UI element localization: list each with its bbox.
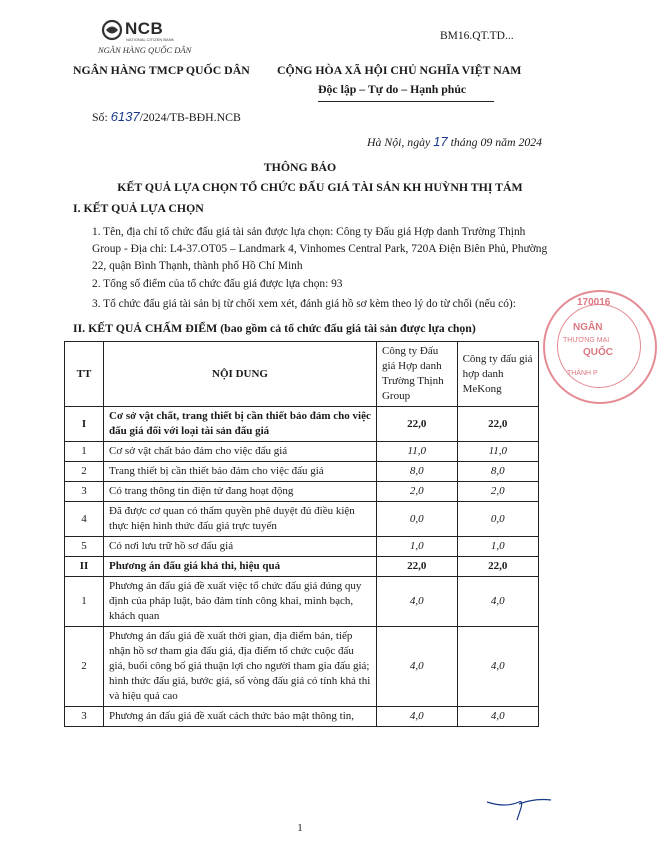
- row-content: Cơ sở vật chất, trang thiết bị cần thiết bảo đảm cho việc đấu giá đối với loại tài sản đấu giá: [104, 407, 377, 442]
- header-company-2: Công ty đấu giá hợp danh MeKong: [457, 342, 538, 407]
- nation-title: CỘNG HÒA XÃ HỘI CHỦ NGHĨA VIỆT NAM: [277, 63, 522, 77]
- row-content: Đã được cơ quan có thẩm quyền phê duyệt đủ điều kiện thực hiện hình thức đấu giá trực tuyến: [104, 502, 377, 537]
- row-score-company-1: 4,0: [376, 707, 457, 727]
- row-tt: 2: [65, 627, 104, 707]
- row-content: Trang thiết bị cần thiết bảo đảm cho việc đấu giá: [104, 462, 377, 482]
- row-tt: 5: [65, 537, 104, 557]
- row-tt: II: [65, 557, 104, 577]
- row-score-company-2: 8,0: [457, 462, 538, 482]
- row-score-company-2: 0,0: [457, 502, 538, 537]
- table-row: [65, 502, 539, 537]
- page-number: 1: [297, 822, 303, 834]
- row-score-company-1: 8,0: [376, 462, 457, 482]
- row-score-company-2: 4,0: [457, 707, 538, 727]
- table-group-row: [65, 407, 539, 442]
- stamp-line-2: THƯƠNG MẠI: [563, 337, 610, 344]
- row-score-company-2: 11,0: [457, 442, 538, 462]
- bank-name: NGÂN HÀNG TMCP QUỐC DÂN: [73, 63, 250, 77]
- row-score-company-1: 4,0: [376, 577, 457, 627]
- logo-brand: NCB: [125, 19, 164, 38]
- table-row: [65, 482, 539, 502]
- row-score-company-2: 1,0: [457, 537, 538, 557]
- date-prefix: Hà Nội, ngày: [367, 135, 431, 149]
- document-date: [367, 134, 542, 150]
- row-tt: 3: [65, 482, 104, 502]
- document-number: [92, 109, 241, 125]
- stamp-line-3: QUỐC: [583, 347, 613, 358]
- section-1-heading: I. KẾT QUẢ LỰA CHỌN: [73, 201, 204, 215]
- row-score-company-2: 4,0: [457, 577, 538, 627]
- row-score-company-2: 22,0: [457, 407, 538, 442]
- row-score-company-1: 11,0: [376, 442, 457, 462]
- section-1-item-2: 2. Tổng số điểm của tổ chức đấu giá được lựa chọn: 93: [92, 278, 343, 290]
- doc-subtitle: KẾT QUẢ LỰA CHỌN TỔ CHỨC ĐẤU GIÁ TÀI SẢN KH HUỲNH THỊ TÁM: [117, 180, 523, 194]
- date-suffix: tháng 09 năm 2024: [450, 135, 543, 149]
- number-handwritten: 6137: [110, 109, 140, 124]
- number-suffix: /2024/TB-BĐH.NCB: [139, 110, 241, 124]
- row-tt: 3: [65, 707, 104, 727]
- table-row: [65, 442, 539, 462]
- number-prefix: Số:: [92, 110, 111, 124]
- row-score-company-1: 4,0: [376, 627, 457, 707]
- form-code: BM16.QT.TD...: [440, 30, 514, 42]
- table-header-row: [65, 342, 539, 407]
- row-score-company-2: 4,0: [457, 627, 538, 707]
- doc-title: THÔNG BÁO: [263, 160, 337, 174]
- row-score-company-2: 22,0: [457, 557, 538, 577]
- row-score-company-1: 0,0: [376, 502, 457, 537]
- ncb-logo: [96, 18, 216, 58]
- row-content: Có trang thông tin điện tử đang hoạt động: [104, 482, 377, 502]
- date-day-handwritten: 17: [433, 134, 448, 149]
- red-stamp: [543, 290, 657, 404]
- row-content: Cơ sở vật chất bảo đảm cho việc đấu giá: [104, 442, 377, 462]
- row-score-company-2: 2,0: [457, 482, 538, 502]
- section-1-item-3: 3. Tổ chức đấu giá tài sản bị từ chối xem xét, đánh giá hồ sơ kèm theo lý do từ chối (nếu có):: [92, 298, 516, 310]
- row-content: Phương án đấu giá đề xuất việc tổ chức đấu giá đúng quy định của pháp luật, bảo đảm tính công khai, minh bạch, khách quan: [104, 577, 377, 627]
- row-tt: I: [65, 407, 104, 442]
- stamp-number: 170016: [577, 297, 611, 308]
- row-content: Phương án đấu giá khả thi, hiệu quả: [104, 557, 377, 577]
- table-row: [65, 577, 539, 627]
- header-content: NỘI DUNG: [104, 342, 377, 407]
- stamp-line-1: NGÂN: [573, 322, 603, 333]
- section-2-heading: II. KẾT QUẢ CHẤM ĐIỂM (bao gồm cả tổ chức đấu giá tài sản được lựa chọn): [73, 321, 476, 335]
- section-1-item-1: 1. Tên, địa chỉ tổ chức đấu giá tài sản được lựa chọn: Công ty Đấu giá Hợp danh Trường Thịnh Group - Địa chỉ: L4-37.OT05 – Landmark 4, Vinhomes Central Park, 720A Điện Biên Phủ, Phường 22, quận Bình Thạnh, thành phố Hồ Chí Minh: [92, 226, 548, 272]
- motto: Độc lập – Tự do – Hạnh phúc: [318, 82, 467, 96]
- row-tt: 4: [65, 502, 104, 537]
- row-tt: 2: [65, 462, 104, 482]
- header-company-1: Công ty Đấu giá Hợp danh Trường Thịnh Group: [376, 342, 457, 407]
- signature-mark-icon: [485, 794, 555, 824]
- table-row: [65, 627, 539, 707]
- table-body: [65, 407, 539, 727]
- logo-tagline: NATIONAL CITIZEN BANK: [126, 37, 175, 42]
- ncb-logo-mark-icon: [102, 20, 122, 40]
- row-tt: 1: [65, 442, 104, 462]
- row-score-company-1: 22,0: [376, 557, 457, 577]
- row-content: Có nơi lưu trữ hồ sơ đấu giá: [104, 537, 377, 557]
- row-score-company-1: 1,0: [376, 537, 457, 557]
- stamp-line-4: THÀNH P: [567, 370, 598, 377]
- logo-subtitle: NGÂN HÀNG QUỐC DÂN: [98, 45, 192, 55]
- row-content: Phương án đấu giá đề xuất cách thức bảo mật thông tin,: [104, 707, 377, 727]
- motto-underline: [318, 101, 494, 102]
- row-score-company-1: 2,0: [376, 482, 457, 502]
- table-row: [65, 537, 539, 557]
- table-row: [65, 462, 539, 482]
- header-tt: TT: [65, 342, 104, 407]
- row-content: Phương án đấu giá đề xuất thời gian, địa điểm bán, tiếp nhận hồ sơ tham gia đấu giá, địa điểm tổ chức cuộc đấu giá, buổi công bố giá thuận lợi cho người tham gia đấu giá; hình thức đấu giá, bước giá, số vòng đấu giá có tính khả thi và hiệu quả cao: [104, 627, 377, 707]
- table-row: [65, 707, 539, 727]
- table-group-row: [65, 557, 539, 577]
- score-table: [64, 341, 539, 727]
- row-score-company-1: 22,0: [376, 407, 457, 442]
- row-tt: 1: [65, 577, 104, 627]
